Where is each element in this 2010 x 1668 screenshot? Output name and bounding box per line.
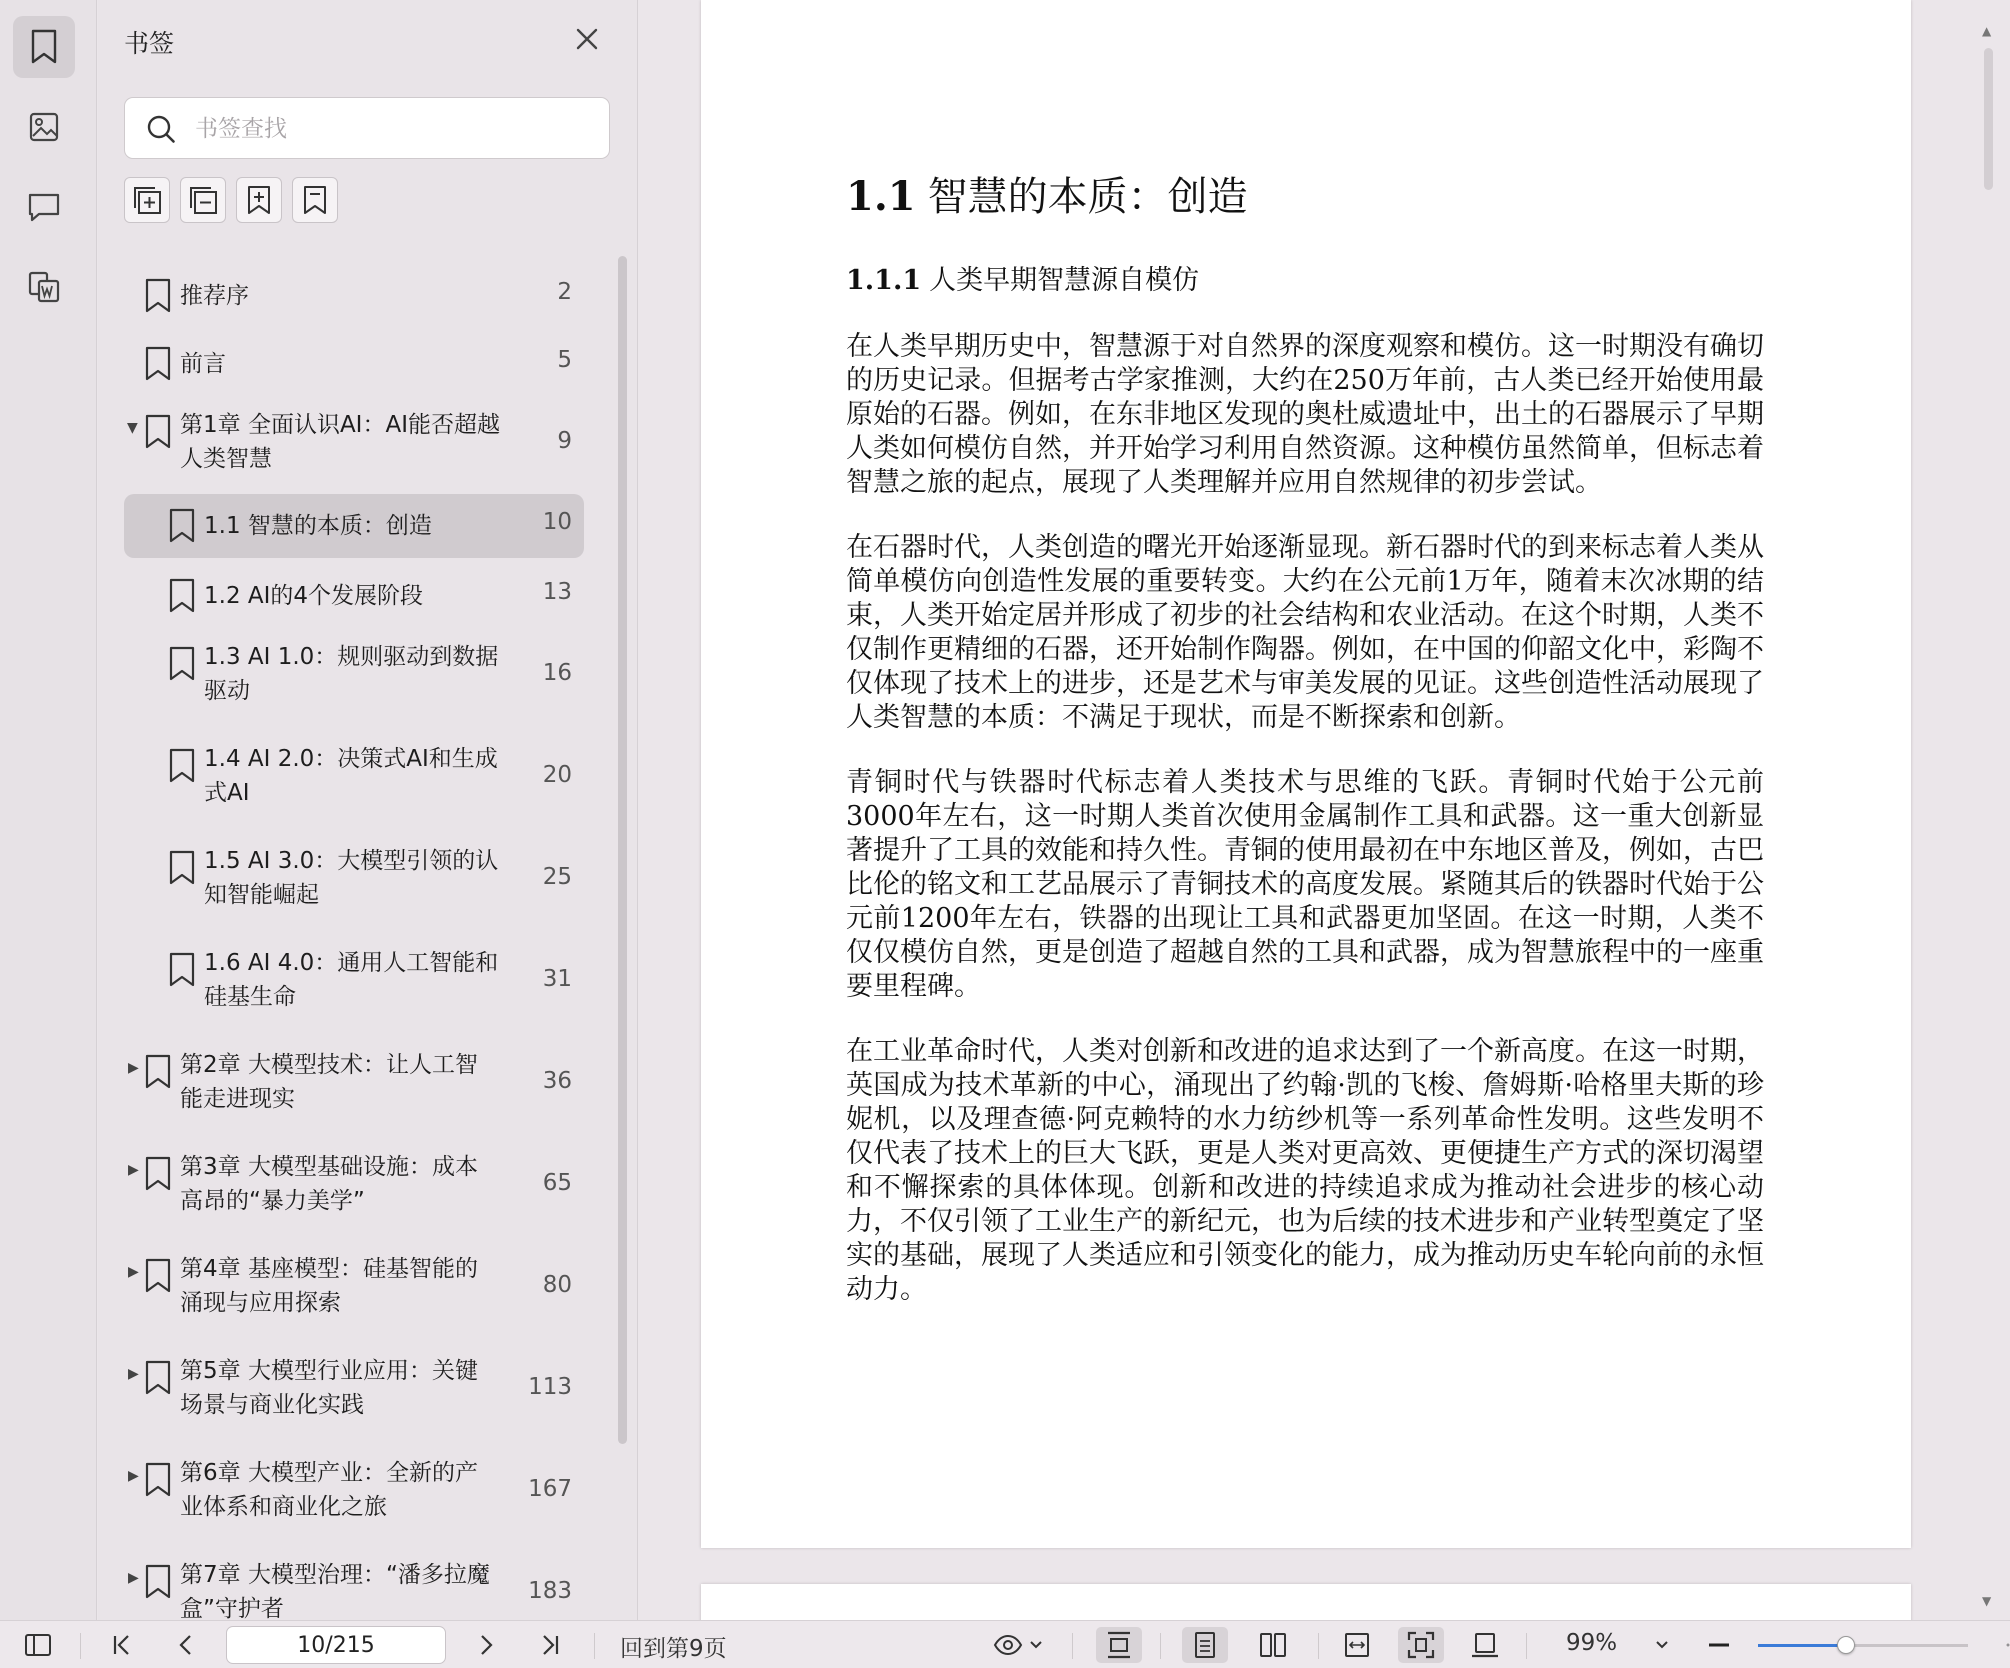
bookmark-item[interactable] [124,940,584,1024]
page-settings-icon [1470,1631,1500,1659]
document-body [846,330,1764,1338]
close-panel-button[interactable] [572,24,602,54]
paragraph: 在人类早期历史中，智慧源于对自然界的深度观察和模仿。这一时期没有确切的历史记录。但据考古学家推测，大约在250万年前，古人类已经开始使用最原始的石器。例如，在东非地区发现的奥杜威遗址中，出土的石器展示了早期人类如何模仿自然，并开始学习利用自然资源。这种模仿虽然简单，但标志着智慧之旅的起点，展现了人类理解并应用自然规律的初步尝试。 [846,331,1764,498]
section-heading [846,165,1248,222]
bookmark-page: 31 [542,966,572,992]
sidebar-toggle-icon [24,1633,52,1657]
add-bookmark-icon [243,184,275,216]
image-icon [28,111,60,143]
bookmark-item[interactable] [124,838,584,922]
bookmark-page: 183 [528,1578,572,1604]
chevron-left-icon [177,1633,195,1657]
collapsed-arrow-icon[interactable]: ▶ [128,1162,139,1178]
bookmark-icon [299,184,331,216]
bookmark-search-input[interactable] [195,110,585,148]
collapsed-arrow-icon[interactable]: ▶ [128,1366,139,1382]
comment-icon [27,191,61,223]
bookmark-item[interactable] [124,736,584,820]
bookmark-label: 推荐序 [180,283,249,309]
divider [1072,1633,1073,1659]
zoom-level[interactable]: 99% [1566,1630,1618,1656]
bookmark-page: 167 [528,1476,572,1502]
bookmark-page: 16 [542,660,572,686]
page-number-input[interactable] [226,1626,446,1664]
collapse-all-icon [187,184,219,216]
chevron-down-icon [1029,1640,1043,1650]
toggle-sidebar-button[interactable] [18,1627,58,1663]
two-page-button[interactable] [1250,1627,1296,1663]
bookmark-page: 65 [542,1170,572,1196]
divider [1318,1633,1319,1659]
add-bookmark-button[interactable] [236,177,282,223]
expand-all-icon [131,184,163,216]
rail-convert-button[interactable] [13,256,75,318]
bookmark-label: 第2章 大模型技术：让人工智能走进现实 [180,1052,478,1112]
minus-icon [1707,1633,1731,1657]
bookmark-label: 第7章 大模型治理：“潘多拉魔盒”守护者 [180,1562,490,1620]
bookmark-item[interactable] [124,334,584,394]
fit-page-icon [1407,1631,1435,1659]
bookmark-label: 第6章 大模型产业：全新的产业体系和商业化之旅 [180,1460,478,1520]
document-scrollbar[interactable] [1984,48,1993,190]
bookmark-label: 前言 [180,351,226,377]
fit-width-icon [1343,1631,1371,1659]
zoom-in-button[interactable] [1990,1627,2010,1663]
bookmark-button[interactable] [292,177,338,223]
zoom-slider-fill [1758,1644,1846,1647]
paragraph: 在石器时代，人类创造的曙光开始逐渐显现。新石器时代的到来标志着人类从简单模仿向创造性发展的重要转变。大约在公元前1万年，随着末次冰期的结束，人类开始定居并形成了初步的社会结构和农业活动。在这个时期，人类不仅制作更精细的石器，还开始制作陶器。例如，在中国的仰韶文化中，彩陶不仅体现了技术上的进步，还是艺术与审美发展的见证。这些创造性活动展现了人类智慧的本质：不满足于现状，而是不断探索和创新。 [846,532,1764,733]
bookmark-page: 36 [542,1068,572,1094]
expanded-arrow-icon[interactable]: ▼ [127,420,138,436]
rail-image-button[interactable] [13,96,75,158]
bookmark-icon [144,414,172,450]
bookmark-item[interactable] [124,1246,584,1330]
last-page-button[interactable] [532,1627,568,1663]
bookmark-page: 113 [528,1374,572,1400]
bookmark-page: 9 [557,428,572,454]
expand-all-button[interactable] [124,177,170,223]
first-page-icon [111,1633,133,1657]
back-to-page-link[interactable]: 回到第9页 [620,1636,727,1662]
bookmark-label: 第5章 大模型行业应用：关键场景与商业化实践 [180,1358,478,1418]
bookmark-page: 20 [542,762,572,788]
bookmark-icon [144,1564,172,1600]
panel-scrollbar[interactable] [618,256,627,1444]
convert-word-icon [27,270,61,304]
paragraph: 青铜时代与铁器时代标志着人类技术与思维的飞跃。青铜时代始于公元前3000年左右，这一时期人类首次使用金属制作工具和武器。这一重大创新显著提升了工具的效能和持久性。青铜的使用最初在中东地区普及，例如，古巴比伦的铭文和工艺品展示了青铜技术的高度发展。紧随其后的铁器时代始于公元前1200年左右，铁器的出现让工具和武器更加坚固。在这一时期，人类不仅仅模仿自然，更是创造了超越自然的工具和武器，成为智慧旅程中的一座重要里程碑。 [846,767,1764,1002]
subsection-heading-text: 人类早期智慧源自模仿 [929,265,1200,296]
divider [80,1633,81,1659]
bookmark-icon [168,748,196,784]
bookmark-item[interactable] [124,1348,584,1432]
zoom-dropdown-button[interactable] [1650,1627,1674,1663]
divider [1526,1633,1527,1659]
bookmark-icon [144,1156,172,1192]
bookmark-item[interactable] [124,402,584,486]
view-mode-dropdown[interactable] [988,1627,1048,1663]
subsection-heading-number: 1.1.1 [846,265,922,296]
bookmark-icon [168,850,196,886]
collapse-all-button[interactable] [180,177,226,223]
bookmark-label: 1.5 AI 3.0：大模型引领的认知智能崛起 [204,848,499,908]
document-viewer [639,0,2010,1620]
section-heading-number: 1.1 [846,173,916,220]
bookmark-item[interactable] [124,1042,584,1126]
collapsed-arrow-icon[interactable]: ▶ [128,1264,139,1280]
bookmark-icon [29,29,59,65]
document-page [701,0,1911,1548]
bookmark-icon [144,1054,172,1090]
bookmark-label: 第1章 全面认识AI：AI能否超越人类智慧 [180,412,500,472]
bookmark-item[interactable] [124,566,584,626]
bookmark-icon [144,1258,172,1294]
subsection-heading [846,258,1199,297]
rail-comment-button[interactable] [13,176,75,238]
plus-icon [2006,1633,2010,1657]
bookmark-page: 13 [542,579,572,605]
bookmark-label: 第4章 基座模型：硅基智能的涌现与应用探索 [180,1256,478,1316]
two-page-icon [1259,1631,1287,1659]
rotate-page-button[interactable] [1462,1627,1508,1663]
fit-page-button[interactable] [1398,1627,1444,1663]
bookmark-icon [168,646,196,682]
bookmark-search-box[interactable] [124,97,610,159]
bookmark-item[interactable] [124,266,584,326]
zoom-slider-handle[interactable] [1837,1636,1855,1654]
bookmark-page: 10 [542,509,572,535]
bookmark-label: 1.2 AI的4个发展阶段 [204,583,424,609]
collapsed-arrow-icon[interactable]: ▶ [128,1060,139,1076]
continuous-scroll-icon [1105,1631,1133,1659]
eye-icon [993,1634,1023,1656]
first-page-button[interactable] [104,1627,140,1663]
panel-title: 书签 [124,29,175,58]
zoom-out-button[interactable] [1702,1627,1736,1663]
fit-width-button[interactable] [1334,1627,1380,1663]
bookmark-icon [144,346,172,382]
bookmark-panel [98,0,638,1620]
bookmark-item[interactable] [124,634,584,718]
bookmark-label: 1.3 AI 1.0：规则驱动到数据驱动 [204,644,499,704]
bookmark-item[interactable] [124,1144,584,1228]
bookmark-label: 1.4 AI 2.0：决策式AI和生成式AI [204,746,498,806]
search-icon [145,113,177,145]
bookmark-page: 25 [542,864,572,890]
rail-bookmark-button[interactable] [13,16,75,78]
collapsed-arrow-icon[interactable]: ▶ [128,1468,139,1484]
previous-page-button[interactable] [168,1627,204,1663]
bookmark-icon [168,952,196,988]
bookmark-icon [144,1462,172,1498]
collapsed-arrow-icon[interactable]: ▶ [128,1570,139,1586]
bookmark-page: 2 [557,279,572,305]
bookmark-item[interactable] [124,1552,584,1620]
scroll-up-arrow-icon[interactable]: ▲ [1982,24,1992,38]
bookmark-label: 1.1 智慧的本质：创造 [204,513,432,539]
left-rail [0,0,97,1620]
divider [594,1633,595,1659]
bookmark-icon [168,508,196,544]
bookmark-item-selected[interactable] [124,494,584,558]
next-page-button[interactable] [468,1627,504,1663]
status-bar [0,1620,2010,1668]
bookmark-label: 第3章 大模型基础设施：成本高昂的“暴力美学” [180,1154,478,1214]
bookmark-icon [168,578,196,614]
bookmark-item[interactable] [124,1450,584,1534]
bookmark-page: 80 [542,1272,572,1298]
single-page-icon [1193,1631,1217,1659]
continuous-scroll-button[interactable] [1096,1627,1142,1663]
section-heading-text: 智慧的本质：创造 [927,174,1248,220]
bookmark-page: 5 [557,347,572,373]
next-document-page [701,1584,1911,1620]
chevron-down-icon [1655,1640,1669,1650]
bookmark-icon [144,1360,172,1396]
bookmark-label: 1.6 AI 4.0：通用人工智能和硅基生命 [204,950,499,1010]
last-page-icon [539,1633,561,1657]
scroll-down-arrow-icon[interactable]: ▼ [1982,1594,1992,1608]
single-page-button[interactable] [1182,1627,1228,1663]
bookmark-icon [144,278,172,314]
paragraph: 在工业革命时代，人类对创新和改进的追求达到了一个新高度。在这一时期，英国成为技术革新的中心，涌现出了约翰·凯的飞梭、詹姆斯·哈格里夫斯的珍妮机，以及理查德·阿克赖特的水力纺纱机等一系列革命性发明。这些发明不仅代表了技术上的巨大飞跃，更是人类对更高效、更便捷生产方式的深切渴望和不懈探索的具体体现。创新和改进的持续追求成为推动社会进步的核心动力，不仅引领了工业生产的新纪元，也为后续的技术进步和产业转型奠定了坚实的基础，展现了人类适应和引领变化的能力，成为推动历史车轮向前的永恒动力。 [846,1036,1764,1305]
chevron-right-icon [477,1633,495,1657]
zoom-slider[interactable] [1758,1644,1968,1647]
close-icon [572,24,602,54]
divider [1160,1633,1161,1659]
